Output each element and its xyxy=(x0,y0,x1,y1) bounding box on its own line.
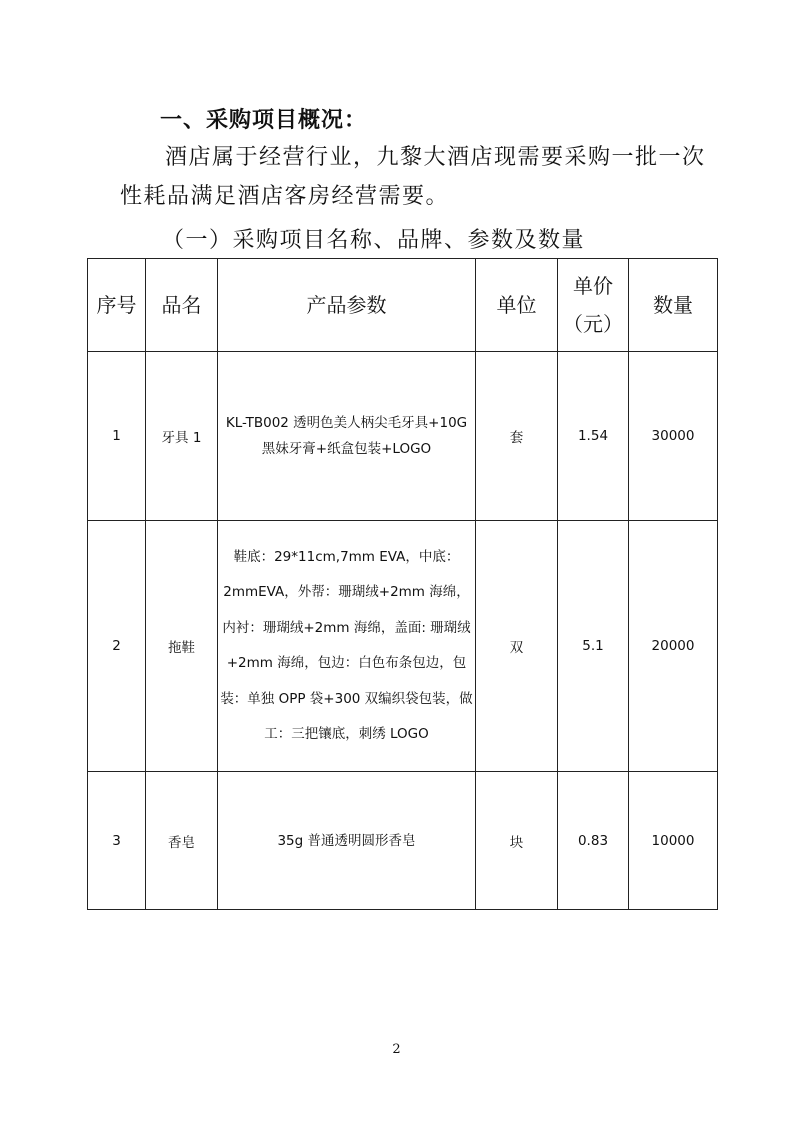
header-price-label: 单价 xyxy=(573,274,613,298)
procurement-table xyxy=(87,258,718,910)
cell-qty: 20000 xyxy=(629,521,718,772)
header-qty: 数量 xyxy=(629,259,718,352)
table-row xyxy=(88,772,718,910)
table-row xyxy=(88,352,718,521)
cell-no: 3 xyxy=(88,772,146,910)
header-price-currency: （元） xyxy=(563,312,623,336)
page-number: 2 xyxy=(392,1042,401,1057)
cell-qty: 30000 xyxy=(629,352,718,521)
header-name: 品名 xyxy=(146,259,218,352)
header-price xyxy=(558,259,629,352)
intro-paragraph: 酒店属于经营行业，九黎大酒店现需要采购一批一次性耗品满足酒店客房经营需要。 xyxy=(120,145,706,209)
cell-unit: 块 xyxy=(476,772,558,910)
cell-params: 鞋底：29*11cm,7mm EVA，中底：2mmEVA，外帮：珊瑚绒+2mm 海绵，内衬：珊瑚绒+2mm 海绵，盖面: 珊瑚绒+2mm 海绵，包边：白色布条包边，包装：单独 OPP 袋+300 双编织袋包装，做工：三把镶底，刺绣 LOGO xyxy=(218,521,476,772)
header-params: 产品参数 xyxy=(218,259,476,352)
cell-unit: 套 xyxy=(476,352,558,521)
cell-no: 1 xyxy=(88,352,146,521)
cell-name: 香皂 xyxy=(146,772,218,910)
cell-no: 2 xyxy=(88,521,146,772)
table-row xyxy=(88,521,718,772)
cell-name: 牙具 1 xyxy=(146,352,218,521)
cell-name: 拖鞋 xyxy=(146,521,218,772)
cell-price: 1.54 xyxy=(558,352,629,521)
cell-params: 35g 普通透明圆形香皂 xyxy=(218,772,476,910)
cell-price: 0.83 xyxy=(558,772,629,910)
cell-unit: 双 xyxy=(476,521,558,772)
section-title: 一、采购项目概况： xyxy=(160,108,368,133)
cell-params: KL-TB002 透明色美人柄尖毛牙具+10G 黑妹牙膏+纸盒包装+LOGO xyxy=(218,352,476,521)
header-unit: 单位 xyxy=(476,259,558,352)
sub-section-title: （一）采购项目名称、品牌、参数及数量 xyxy=(162,228,586,253)
table-header-row xyxy=(88,259,718,352)
cell-qty: 10000 xyxy=(629,772,718,910)
cell-price: 5.1 xyxy=(558,521,629,772)
header-no: 序号 xyxy=(88,259,146,352)
